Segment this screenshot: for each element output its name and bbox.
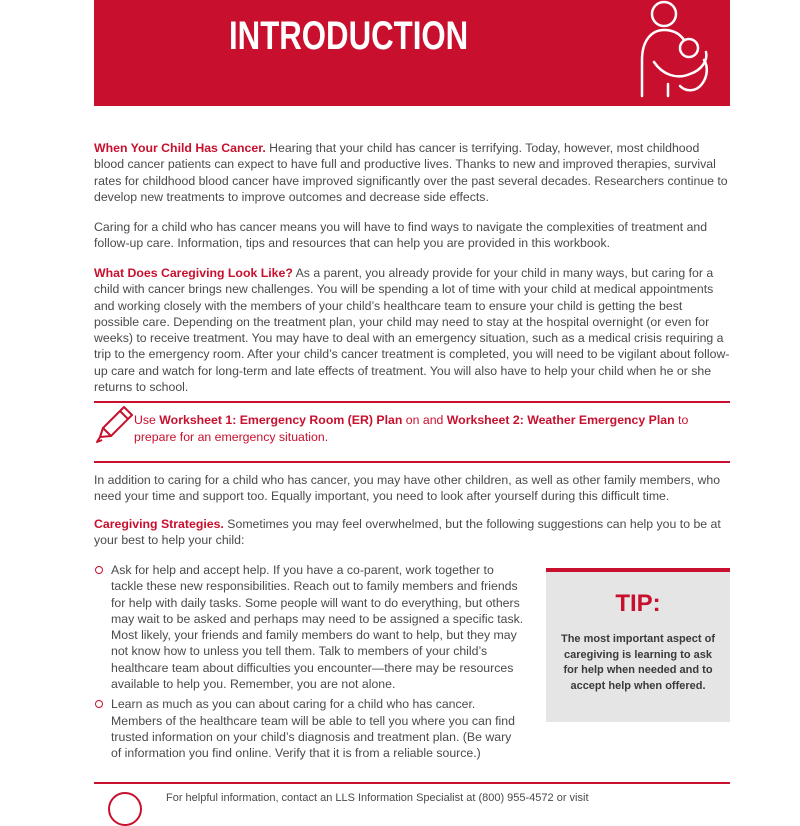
paragraph-lead: Caregiving Strategies. <box>94 517 224 531</box>
list-item <box>94 696 524 761</box>
bullet-circle-icon <box>95 566 103 574</box>
callout-pre: Use <box>134 413 160 427</box>
pencil-icon <box>94 405 134 445</box>
caregiving-paragraph <box>94 265 730 395</box>
callout-post: to prepare for an emergency situation. <box>134 413 689 444</box>
parent-holding-child-icon <box>634 0 714 100</box>
paragraph-text: In addition to caring for a child who has cancer, you may have other children, as well as other family members, who need your time and support too. Equally important, you need to look after yourself during this difficult time. <box>94 473 721 504</box>
paragraph-text: Sometimes you may feel overwhelmed, but the following suggestions can help you to be at your best to help your child: <box>94 517 721 548</box>
circle-icon <box>108 792 142 826</box>
list-item-text: Learn as much as you can about caring for a child who has cancer. Members of the healthcare team will be able to tell you where you can find trusted information on your child’s diagnosis and treatment plan. (Be wary of information you find online. Verify that it is from a reliable source.) <box>111 697 515 761</box>
worksheet-2-link[interactable]: Worksheet 2: Weather Emergency Plan <box>446 413 675 427</box>
caring-paragraph <box>94 219 730 252</box>
bullet-circle-icon <box>95 700 103 708</box>
footer-divider <box>94 782 730 784</box>
worksheet-1-link[interactable]: Worksheet 1: Emergency Room (ER) Plan <box>159 413 403 427</box>
section-header <box>94 0 730 106</box>
callout-text <box>134 412 704 446</box>
strategies-list <box>94 562 524 766</box>
tip-box <box>546 568 730 722</box>
tip-title: TIP: <box>615 590 661 617</box>
list-item-text: Ask for help and accept help. If you have a co-parent, work together to tackle these new responsibilities. Reach out to family members and friends for help with daily tasks. Some people will want to do everything, but others may wait to be asked and perhaps may need to be assigned a specific task. Most likely, your friends and family members do want to help, but they may not know how to unless you tell them. Talk to members of your child’s healthcare team about difficulties you encounter—there may be resources available to help you. Remember, you are not alone. <box>111 563 524 692</box>
paragraph-text: As a parent, you already provide for your child in many ways, but caring for a child with cancer brings new challenges. You will be spending a lot of time with your child at medical appointments and working closely with the members of your child’s healthcare team to ensure your child is getting the best possible care. Depending on the treatment plan, your child may need to stay at the hospital overnight (or even for weeks) to receive treatment. You may have to deal with an emergency situation, such as a medical crisis requiring a trip to the emergency room. After your child’s cancer treatment is completed, you will need to be vigilant about follow-up care and watch for long-term and late effects of treatment. You will also have to help your child when he or she returns to school. <box>94 266 730 395</box>
paragraph-lead: When Your Child Has Cancer. <box>94 141 266 155</box>
footer-text: For helpful information, contact an LLS Information Specialist at (800) 955-4572 or visit <box>166 792 589 804</box>
intro-paragraph <box>94 140 730 205</box>
worksheet-callout <box>94 401 730 463</box>
strategies-paragraph <box>94 516 730 549</box>
paragraph-text: Caring for a child who has cancer means you will have to find ways to navigate the complexities of treatment and follow-up care. Information, tips and resources that can help you are provided in this workbook. <box>94 220 708 251</box>
paragraph-text: Hearing that your child has cancer is terrifying. Today, however, most childhood blood cancer patients can expect to have full and productive lives. Thanks to new and improved therapies, survival rates for childhood blood cancer have improved significantly over the past several decades. Researchers continue to develop new treatments to improve outcomes and decrease side effects. <box>94 141 728 204</box>
paragraph-lead: What Does Caregiving Look Like? <box>94 266 293 280</box>
page-title: INTRODUCTION <box>229 14 469 58</box>
list-item <box>94 562 524 692</box>
callout-mid: on and <box>402 413 447 427</box>
family-paragraph <box>94 472 730 505</box>
tip-text: The most important aspect of caregiving is learning to ask for help when needed and to accept help when offered. <box>560 633 716 692</box>
